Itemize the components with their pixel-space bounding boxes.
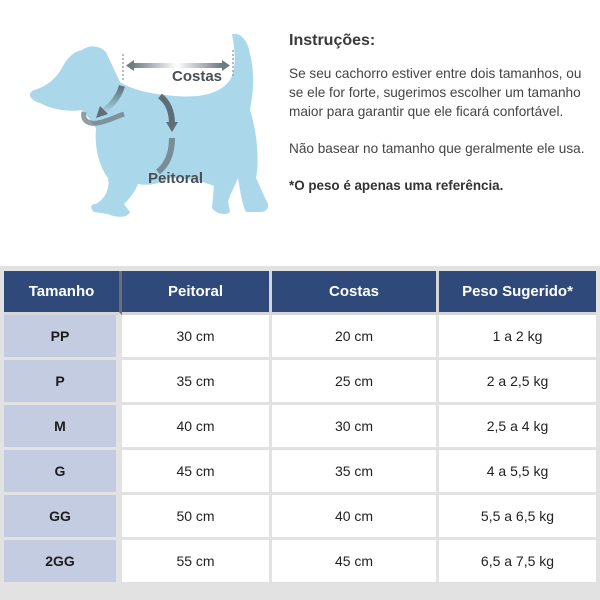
table-row: [4, 405, 596, 450]
back-cell: 25 cm: [272, 360, 439, 405]
instructions-paragraph-2: Não basear no tamanho que geralmente ele usa.: [289, 141, 585, 156]
chest-cell: 55 cm: [122, 540, 272, 585]
dog-silhouette-icon: [20, 28, 280, 238]
header-back: Costas: [272, 271, 439, 315]
table-row: [4, 450, 596, 495]
header-size: Tamanho: [4, 271, 122, 315]
chest-cell: 50 cm: [122, 495, 272, 540]
size-cell: M: [4, 405, 122, 450]
size-cell: 2GG: [4, 540, 122, 585]
table-row: [4, 360, 596, 405]
weight-reference-note: *O peso é apenas uma referência.: [289, 178, 504, 193]
back-cell: 45 cm: [272, 540, 439, 585]
size-chart-container: [0, 266, 600, 600]
table-row: [4, 315, 596, 360]
chest-cell: 40 cm: [122, 405, 272, 450]
size-chart-table: [4, 271, 596, 585]
weight-cell: 2 a 2,5 kg: [439, 360, 596, 405]
weight-cell: 6,5 a 7,5 kg: [439, 540, 596, 585]
weight-cell: 2,5 a 4 kg: [439, 405, 596, 450]
back-cell: 35 cm: [272, 450, 439, 495]
dog-measurement-illustration: [20, 28, 280, 238]
back-measure-label: Costas: [172, 68, 223, 85]
back-cell: 20 cm: [272, 315, 439, 360]
chest-cell: 35 cm: [122, 360, 272, 405]
weight-cell: 1 a 2 kg: [439, 315, 596, 360]
chest-measure-label: Peitoral: [148, 170, 204, 187]
size-cell: GG: [4, 495, 122, 540]
instructions-paragraph-1: Se seu cachorro estiver entre dois tamanhos, ou se ele for forte, sugerimos escolher um tamanho maior para garantir que ele ficará confortável.: [289, 66, 582, 119]
header-chest: Peitoral: [122, 271, 272, 315]
weight-cell: 5,5 a 6,5 kg: [439, 495, 596, 540]
weight-cell: 4 a 5,5 kg: [439, 450, 596, 495]
back-cell: 40 cm: [272, 495, 439, 540]
size-cell: P: [4, 360, 122, 405]
back-cell: 30 cm: [272, 405, 439, 450]
size-cell: PP: [4, 315, 122, 360]
instructions-panel: [289, 32, 594, 213]
instructions-title: Instruções:: [289, 32, 376, 49]
header-weight: Peso Sugerido*: [439, 271, 596, 315]
table-header-row: [4, 271, 596, 315]
size-cell: G: [4, 450, 122, 495]
table-row: [4, 495, 596, 540]
table-row: [4, 540, 596, 585]
chest-cell: 30 cm: [122, 315, 272, 360]
chest-cell: 45 cm: [122, 450, 272, 495]
